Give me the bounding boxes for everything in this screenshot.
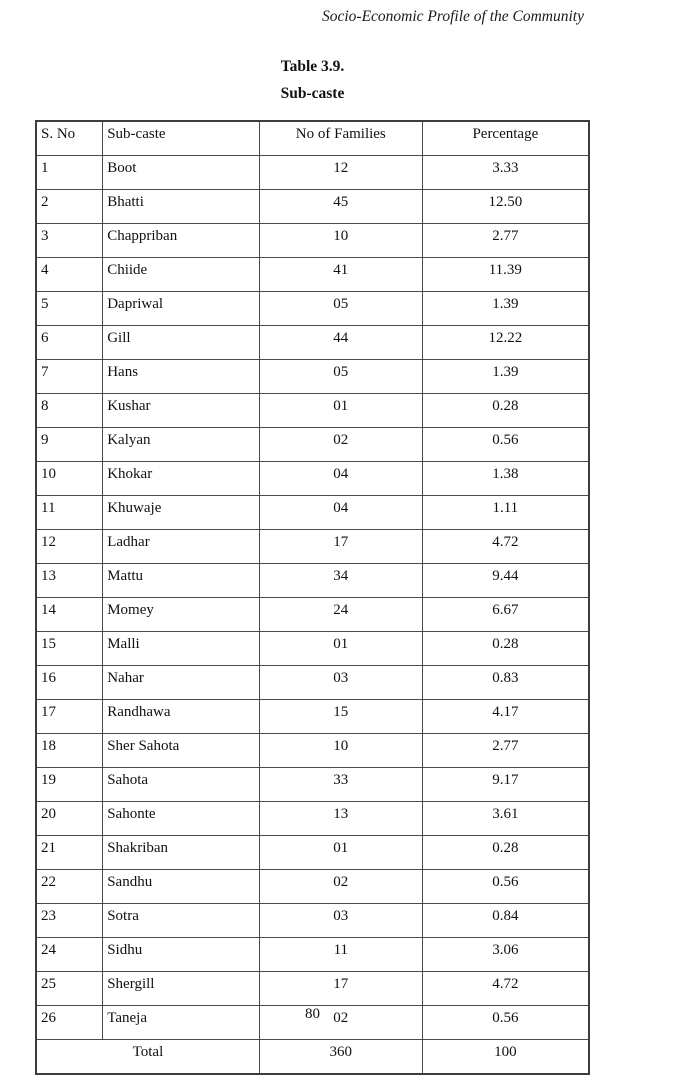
cell-sub-caste: Nahar [103, 666, 260, 700]
cell-sub-caste: Taneja [103, 1006, 260, 1040]
table-row [36, 224, 589, 258]
cell-sub-caste: Sandhu [103, 870, 260, 904]
cell-sub-caste: Khuwaje [103, 496, 260, 530]
cell-sub-caste: Sahota [103, 768, 260, 802]
cell-sub-caste: Sahonte [103, 802, 260, 836]
cell-no-of-families: 01 [259, 836, 422, 870]
cell-sub-caste: Mattu [103, 564, 260, 598]
cell-sub-caste: Kushar [103, 394, 260, 428]
cell-percentage: 0.56 [422, 870, 589, 904]
cell-sub-caste: Shergill [103, 972, 260, 1006]
cell-sub-caste: Shakriban [103, 836, 260, 870]
table-row [36, 462, 589, 496]
cell-no-of-families: 10 [259, 224, 422, 258]
cell-no-of-families: 04 [259, 496, 422, 530]
cell-no-of-families: 11 [259, 938, 422, 972]
cell-serial-number: 12 [36, 530, 103, 564]
cell-percentage: 2.77 [422, 224, 589, 258]
cell-no-of-families: 13 [259, 802, 422, 836]
table-row [36, 292, 589, 326]
table-row [36, 530, 589, 564]
cell-serial-number: 5 [36, 292, 103, 326]
cell-percentage: 4.17 [422, 700, 589, 734]
cell-percentage: 12.50 [422, 190, 589, 224]
cell-serial-number: 10 [36, 462, 103, 496]
cell-percentage: 12.22 [422, 326, 589, 360]
cell-percentage: 9.17 [422, 768, 589, 802]
cell-no-of-families: 04 [259, 462, 422, 496]
cell-serial-number: 20 [36, 802, 103, 836]
cell-serial-number: 6 [36, 326, 103, 360]
table-row [36, 972, 589, 1006]
cell-serial-number: 11 [36, 496, 103, 530]
cell-no-of-families: 33 [259, 768, 422, 802]
cell-serial-number: 25 [36, 972, 103, 1006]
cell-sub-caste: Boot [103, 156, 260, 190]
table-total-row [36, 1040, 589, 1075]
cell-no-of-families: 12 [259, 156, 422, 190]
table-row [36, 870, 589, 904]
cell-percentage: 0.28 [422, 394, 589, 428]
cell-no-of-families: 02 [259, 870, 422, 904]
table-row [36, 360, 589, 394]
cell-percentage: 1.38 [422, 462, 589, 496]
cell-sub-caste: Chappriban [103, 224, 260, 258]
cell-no-of-families: 17 [259, 530, 422, 564]
cell-serial-number: 2 [36, 190, 103, 224]
table-row [36, 326, 589, 360]
table-row [36, 700, 589, 734]
cell-serial-number: 24 [36, 938, 103, 972]
cell-percentage: 1.11 [422, 496, 589, 530]
cell-sub-caste: Dapriwal [103, 292, 260, 326]
cell-serial-number: 15 [36, 632, 103, 666]
table-row [36, 666, 589, 700]
cell-serial-number: 4 [36, 258, 103, 292]
table-row [36, 904, 589, 938]
table-row [36, 734, 589, 768]
cell-percentage: 1.39 [422, 360, 589, 394]
table-row [36, 768, 589, 802]
cell-no-of-families: 45 [259, 190, 422, 224]
cell-percentage: 0.84 [422, 904, 589, 938]
table-row [36, 836, 589, 870]
cell-no-of-families: 15 [259, 700, 422, 734]
cell-serial-number: 19 [36, 768, 103, 802]
cell-percentage: 11.39 [422, 258, 589, 292]
cell-percentage: 3.33 [422, 156, 589, 190]
cell-sub-caste: Sotra [103, 904, 260, 938]
cell-no-of-families: 05 [259, 360, 422, 394]
cell-percentage: 9.44 [422, 564, 589, 598]
cell-serial-number: 8 [36, 394, 103, 428]
cell-no-of-families: 10 [259, 734, 422, 768]
cell-sub-caste: Sher Sahota [103, 734, 260, 768]
cell-no-of-families: 03 [259, 666, 422, 700]
cell-serial-number: 1 [36, 156, 103, 190]
cell-serial-number: 14 [36, 598, 103, 632]
table-row [36, 598, 589, 632]
total-label: Total [36, 1040, 259, 1075]
cell-serial-number: 7 [36, 360, 103, 394]
cell-sub-caste: Khokar [103, 462, 260, 496]
cell-serial-number: 13 [36, 564, 103, 598]
cell-no-of-families: 02 [259, 1006, 422, 1040]
cell-percentage: 6.67 [422, 598, 589, 632]
header-serial-number: S. No [36, 121, 103, 156]
table-row [36, 564, 589, 598]
table-header-row [36, 121, 589, 156]
table-subtitle: Sub-caste [280, 85, 345, 102]
cell-no-of-families: 17 [259, 972, 422, 1006]
cell-percentage: 2.77 [422, 734, 589, 768]
table-title: Table 3.9. [280, 58, 345, 75]
cell-serial-number: 17 [36, 700, 103, 734]
header-percentage: Percentage [422, 121, 589, 156]
cell-no-of-families: 01 [259, 394, 422, 428]
cell-serial-number: 23 [36, 904, 103, 938]
cell-no-of-families: 01 [259, 632, 422, 666]
table-row [36, 394, 589, 428]
cell-no-of-families: 24 [259, 598, 422, 632]
cell-serial-number: 16 [36, 666, 103, 700]
table-row [36, 258, 589, 292]
cell-serial-number: 3 [36, 224, 103, 258]
cell-sub-caste: Chiide [103, 258, 260, 292]
total-no-of-families: 360 [259, 1040, 422, 1075]
cell-sub-caste: Kalyan [103, 428, 260, 462]
table-row [36, 496, 589, 530]
cell-serial-number: 9 [36, 428, 103, 462]
cell-no-of-families: 44 [259, 326, 422, 360]
cell-serial-number: 18 [36, 734, 103, 768]
table-row [36, 938, 589, 972]
header-no-of-families: No of Families [259, 121, 422, 156]
cell-percentage: 0.28 [422, 836, 589, 870]
cell-no-of-families: 03 [259, 904, 422, 938]
cell-percentage: 0.56 [422, 1006, 589, 1040]
cell-percentage: 4.72 [422, 530, 589, 564]
cell-sub-caste: Malli [103, 632, 260, 666]
cell-percentage: 4.72 [422, 972, 589, 1006]
cell-sub-caste: Sidhu [103, 938, 260, 972]
cell-sub-caste: Gill [103, 326, 260, 360]
cell-serial-number: 21 [36, 836, 103, 870]
cell-sub-caste: Momey [103, 598, 260, 632]
cell-percentage: 3.06 [422, 938, 589, 972]
header-sub-caste: Sub-caste [103, 121, 260, 156]
page-number: 80 [305, 1006, 320, 1022]
cell-sub-caste: Bhatti [103, 190, 260, 224]
cell-percentage: 0.28 [422, 632, 589, 666]
total-percentage: 100 [422, 1040, 589, 1075]
cell-no-of-families: 02 [259, 428, 422, 462]
table-row [36, 190, 589, 224]
cell-sub-caste: Randhawa [103, 700, 260, 734]
table-row [36, 428, 589, 462]
cell-percentage: 1.39 [422, 292, 589, 326]
table-row [36, 156, 589, 190]
sub-caste-table [35, 120, 590, 1075]
running-head: Socio-Economic Profile of the Community [321, 8, 584, 25]
cell-sub-caste: Hans [103, 360, 260, 394]
table-row [36, 632, 589, 666]
cell-serial-number: 22 [36, 870, 103, 904]
cell-sub-caste: Ladhar [103, 530, 260, 564]
cell-no-of-families: 05 [259, 292, 422, 326]
cell-percentage: 0.56 [422, 428, 589, 462]
cell-no-of-families: 41 [259, 258, 422, 292]
cell-serial-number: 26 [36, 1006, 103, 1040]
table-row [36, 802, 589, 836]
cell-percentage: 3.61 [422, 802, 589, 836]
cell-percentage: 0.83 [422, 666, 589, 700]
cell-no-of-families: 34 [259, 564, 422, 598]
